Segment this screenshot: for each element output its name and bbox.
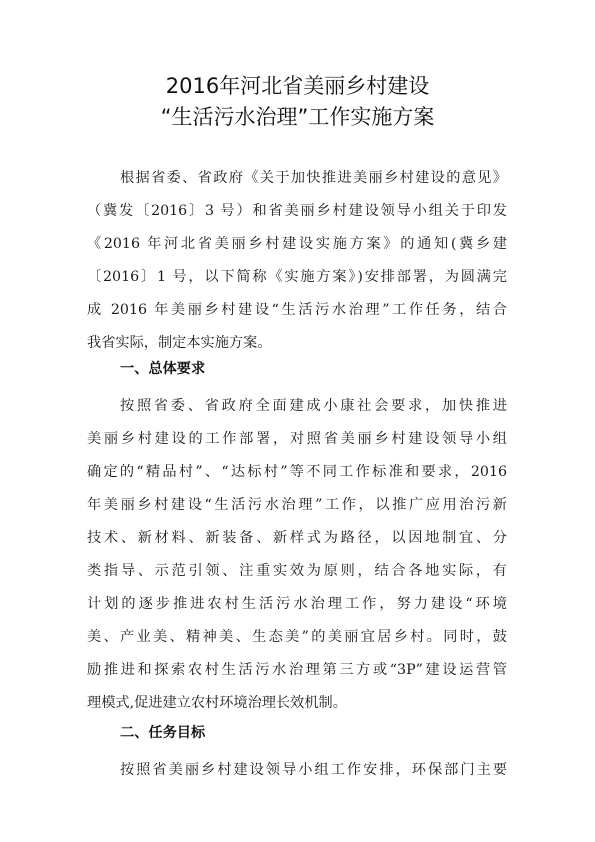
section1-line-10: 理模式,促进建立农村环境治理长效机制。 <box>87 695 347 711</box>
intro-line-5: 成 2016 年美丽乡村建设“生活污水治理”工作任务，结合 <box>87 302 507 318</box>
document-title-line-1: 2016年河北省美丽乡村建设 <box>165 74 430 98</box>
section1-line-3: 确定的“精品村”、“达标村”等不同工作标准和要求，2016 <box>87 464 507 480</box>
section1-line-8: 美、产业美、精神美、生态美”的美丽宜居乡村。同时，鼓 <box>87 629 507 645</box>
section1-line-4: 年美丽乡村建设“生活污水治理”工作，以推广应用治污新 <box>87 497 507 513</box>
intro-line-6: 我省实际，制定本实施方案。 <box>87 335 272 351</box>
section1-line-6: 类指导、示范引领、注重实效为原则，结合各地实际，有 <box>87 563 507 579</box>
section1-line-2: 美丽乡村建设的工作部署，对照省美丽乡村建设领导小组 <box>87 431 507 447</box>
intro-line-3: 《2016 年河北省美丽乡村建设实施方案》的通知(冀乡建 <box>87 236 507 252</box>
section-heading-general-requirements: 一、总体要求 <box>120 361 206 377</box>
intro-line-2: （冀发〔2016〕3 号）和省美丽乡村建设领导小组关于印发 <box>87 203 507 219</box>
intro-line-1: 根据省委、省政府《关于加快推进美丽乡村建设的意见》 <box>120 170 507 186</box>
section1-line-7: 计划的逐步推进农村生活污水治理工作，努力建设“环境 <box>87 596 507 612</box>
document-title-line-2: “生活污水治理”工作实施方案 <box>160 105 435 129</box>
section2-line-1: 按照省美丽乡村建设领导小组工作安排，环保部门主要 <box>120 762 507 778</box>
section1-line-5: 技术、新材料、新装备、新样式为路径，以因地制宜、分 <box>87 530 507 546</box>
section-heading-task-objectives: 二、任务目标 <box>120 725 206 741</box>
section1-line-9: 励推进和探索农村生活污水治理第三方或“3P”建设运营管 <box>87 662 507 678</box>
intro-line-4: 〔2016〕1 号，以下简称《实施方案》)安排部署，为圆满完 <box>87 269 507 285</box>
section1-line-1: 按照省委、省政府全面建成小康社会要求，加快推进 <box>120 398 507 414</box>
